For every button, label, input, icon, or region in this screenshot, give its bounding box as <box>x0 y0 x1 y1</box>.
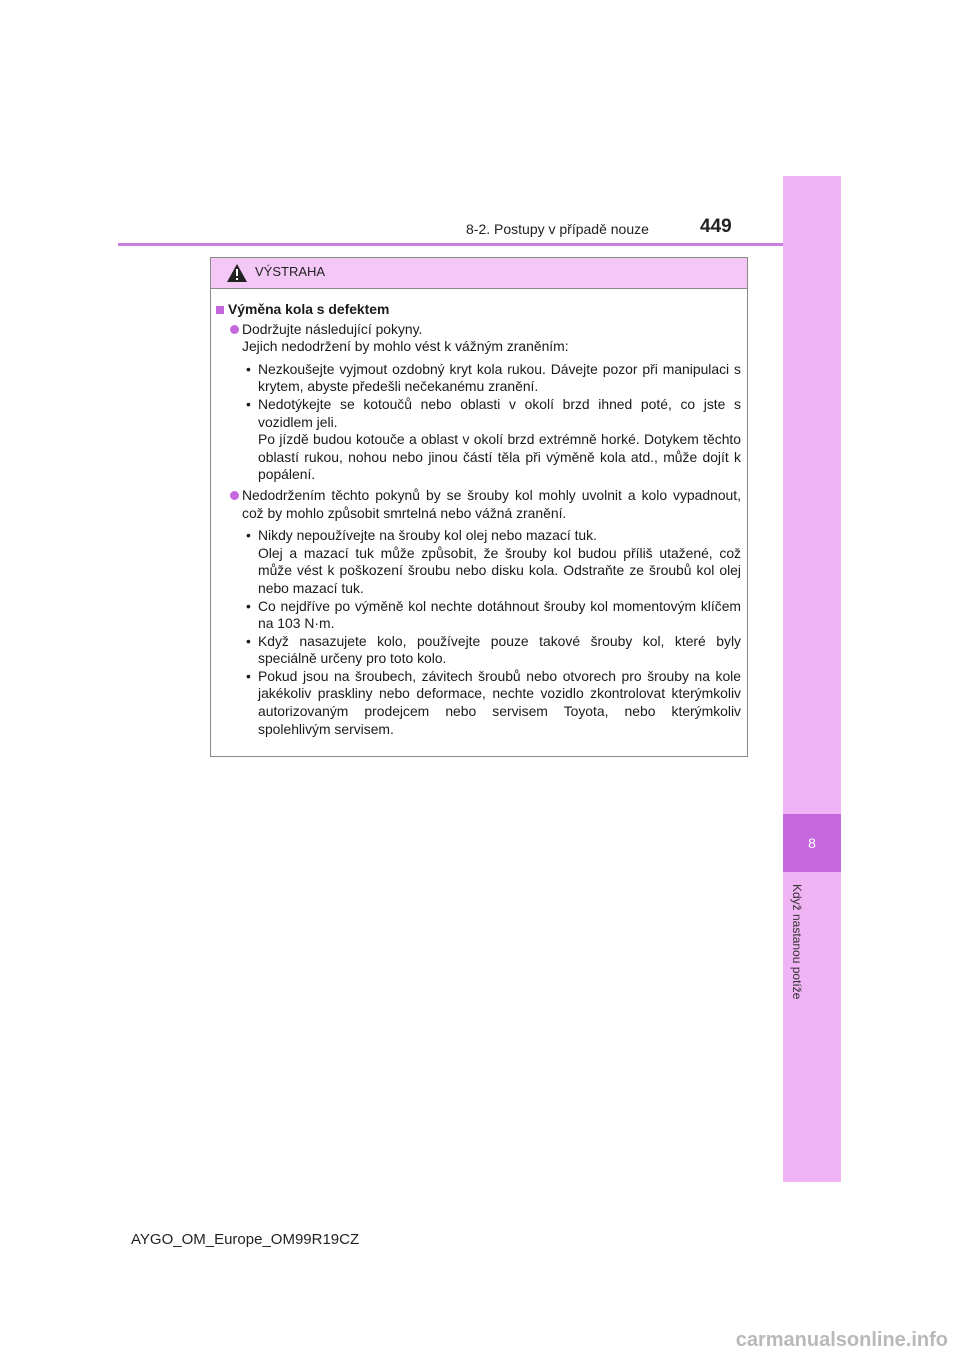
list-item: • Pokud jsou na šroubech, závitech šroubů nebo otvorech pro šrouby na kole jakékoliv praskliny nebo deformace, nechte vozidlo zkontrolovat kterýmkoliv autorizovaným prodejcem nebo servisem Toyota, nebo kterýmkoliv spolehlivým servisem. <box>246 667 741 737</box>
list-item-continuation: Po jízdě budou kotouče a oblast v okolí brzd extrémně horké. Dotykem těchto oblastí rukou, nohou nebo jinou částí těla při výměně kola atd., může dojít k popálení. <box>258 431 741 483</box>
warning-triangle-icon <box>226 263 248 283</box>
item1-line2: Jejich nedodržení by mohlo vést k vážným zraněním: <box>242 338 569 355</box>
chapter-number-box <box>783 814 841 872</box>
square-bullet-icon <box>216 306 224 314</box>
warning-body <box>211 289 747 738</box>
watermark: carmanualsonline.info <box>735 1329 948 1351</box>
circle-bullet-icon <box>230 325 239 334</box>
dot-bullet-icon: • <box>246 395 251 412</box>
warning-header <box>211 258 747 289</box>
warning-item-2 <box>216 487 741 522</box>
circle-bullet-icon <box>230 491 239 500</box>
document-code: AYGO_OM_Europe_OM99R19CZ <box>131 1231 360 1248</box>
dot-bullet-icon: • <box>246 597 251 614</box>
chapter-label: Když nastanou potíže <box>790 884 804 1000</box>
chapter-number: 8 <box>808 835 816 851</box>
warning-title: VÝSTRAHA <box>255 264 326 279</box>
item1-line1: Dodržujte následující pokyny. <box>242 320 423 337</box>
warning-box <box>210 257 748 757</box>
item2-text: Nedodržením těchto pokynů by se šrouby kol mohly uvolnit a kolo vypadnout, což by mohlo způsobit smrtelná nebo vážná zranění. <box>242 486 741 521</box>
header-rule <box>118 243 841 246</box>
section-title: 8-2. Postupy v případě nouze <box>466 221 649 237</box>
dot-bullet-icon: • <box>246 360 251 377</box>
list-item: • Nikdy nepoužívejte na šrouby kol olej nebo mazací tuk. <box>246 527 597 544</box>
list-item: • Co nejdříve po výměně kol nechte dotáhnout šrouby kol momentovým klíčem na 103 N·m. <box>246 597 741 632</box>
page-number: 449 <box>700 216 732 237</box>
dot-bullet-icon: • <box>246 527 251 544</box>
warning-item-1 <box>216 321 741 356</box>
item2-bullet-list <box>216 527 741 738</box>
list-item-continuation: Olej a mazací tuk může způsobit, že šrouby kol budou příliš utažené, což může vést k poškození šroubu nebo disku kola. Odstraňte ze šroubů kol olej nebo mazací tuk. <box>258 544 741 596</box>
item1-bullet-list <box>216 361 741 484</box>
list-item: • Když nasazujete kolo, používejte pouze takové šrouby kol, které byly speciálně určeny pro toto kolo. <box>246 632 741 667</box>
dot-bullet-icon: • <box>246 632 251 649</box>
warning-heading <box>216 301 741 319</box>
dot-bullet-icon: • <box>246 667 251 684</box>
warning-heading-text: Výměna kola s defektem <box>228 301 390 317</box>
list-item: • Nezkoušejte vyjmout ozdobný kryt kola rukou. Dávejte pozor při manipulaci s krytem, abyste předešli nečekanému zranění. <box>246 360 741 395</box>
list-item: • Nedotýkejte se kotoučů nebo oblasti v okolí brzd ihned poté, co jste s vozidlem jeli. <box>246 395 741 430</box>
